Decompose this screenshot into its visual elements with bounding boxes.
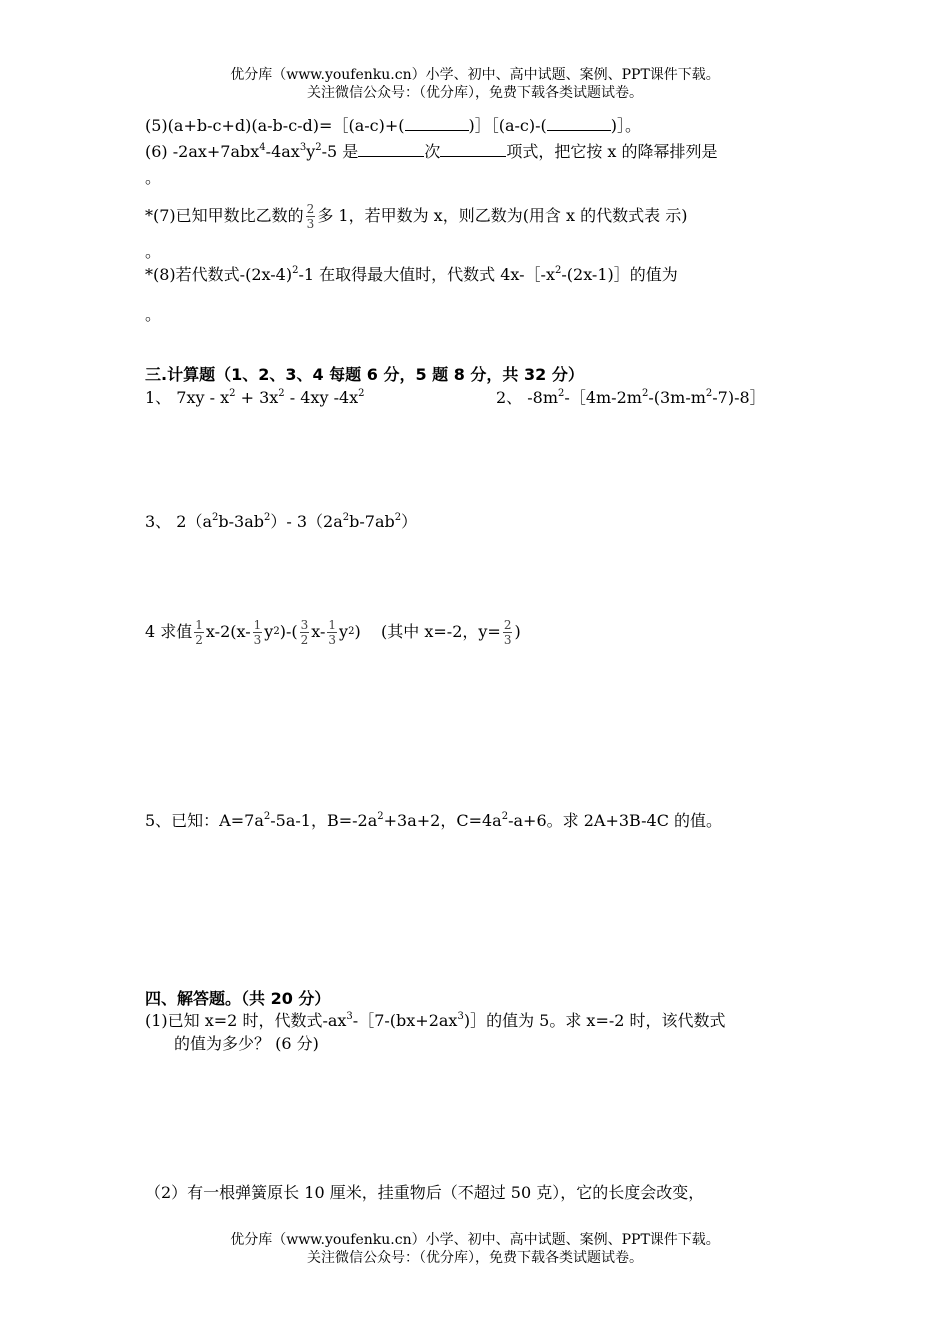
header-line-1: 优分库（www.youfenku.cn）小学、初中、高中试题、案例、PPT课件下载。	[230, 67, 720, 83]
word-problem-2: （2）有一根弹簧原长 10 厘米，挂重物后（不超过 50 克），它的长度会改变，	[145, 1183, 705, 1202]
answer-blank[interactable]	[547, 116, 611, 131]
question-6: (6) $-2ax+7abx^4-4ax^3y^2-5$ 是 次 项式，把它按 x 的降幂排列是	[145, 142, 718, 161]
header-line-2: 关注微信公众号：（优分库），免费下载各类试题试卷。	[307, 85, 643, 101]
calc-problem-4: 4 求值 $\frac{1}{2}$ x-2(x- $\frac{1}{3}$ y 2 )-( $\frac{3}{2}$ x- $\frac{1}{3}$ y 2 ) (其中 x=-2，y= $\frac{2}{3}$ )	[145, 617, 521, 647]
question-5: (5)(a+b-c+d)(a-b-c-d)=［(a-c)+( )］［(a-c)-( )］。	[145, 116, 642, 135]
section-4-title: 四、解答题。（共 20 分）	[145, 989, 331, 1008]
answer-blank[interactable]	[405, 116, 469, 131]
question-7: *(7)已知甲数比乙数的 $\frac{2}{3}$ 多 1，若甲数为 x，则乙数为(用含 x 的代数式表 示)	[145, 201, 688, 231]
fraction: $\frac{3}{2}$	[300, 617, 309, 647]
calc-problem-2: 2、 $-8m^2-[4m-2m^2-(3m-m^2-7)-8]$	[496, 388, 766, 407]
section-3-title: 三.计算题（1、2、3、4 每题 6 分，5 题 8 分，共 32 分）	[145, 365, 584, 384]
question-7-end: 。	[145, 242, 162, 261]
answer-blank[interactable]	[358, 142, 424, 157]
fraction: $\frac{2}{3}$	[503, 617, 512, 647]
word-problem-1-line-2: 的值为多少？ (6 分)	[174, 1034, 319, 1053]
question-6-end: 。	[145, 168, 162, 187]
fraction: $\frac{1}{3}$	[253, 617, 262, 647]
fraction: $\frac{1}{2}$	[195, 617, 203, 647]
word-problem-1: (1)已知 x=2 时，代数式$-ax^3-[7-(bx+2ax^3)]$的值为 5。求 x=-2 时，该代数式	[145, 1011, 726, 1030]
question-8: *(8)若代数式$-(2x-4)^2-1$ 在取得最大值时，代数式 $4x-[-x^2-(2x-1)]$的值为	[145, 265, 678, 284]
answer-blank[interactable]	[440, 142, 506, 157]
footer-line-1: 优分库（www.youfenku.cn）小学、初中、高中试题、案例、PPT课件下载。	[230, 1232, 720, 1248]
calc-problem-5: 5、已知：$A=7a^2-5a-1$，$B=-2a^2+3a+2$，$C=4a^2-a+6$。求 2A+3B-4C 的值。	[145, 811, 723, 830]
fraction: $\frac{2}{3}$	[306, 201, 315, 231]
calc-problem-3: 3、 $2(a^2b-3ab^2)-$ $3(2a^2b-7ab^2)$	[145, 512, 418, 531]
question-8-end: 。	[145, 305, 162, 324]
calc-problem-1: 1、 $7xy - x^2 + 3x^2 - 4xy$ $-4x^2$	[145, 388, 365, 407]
fraction: $\frac{1}{3}$	[328, 617, 337, 647]
footer-line-2: 关注微信公众号：（优分库），免费下载各类试题试卷。	[307, 1250, 643, 1266]
